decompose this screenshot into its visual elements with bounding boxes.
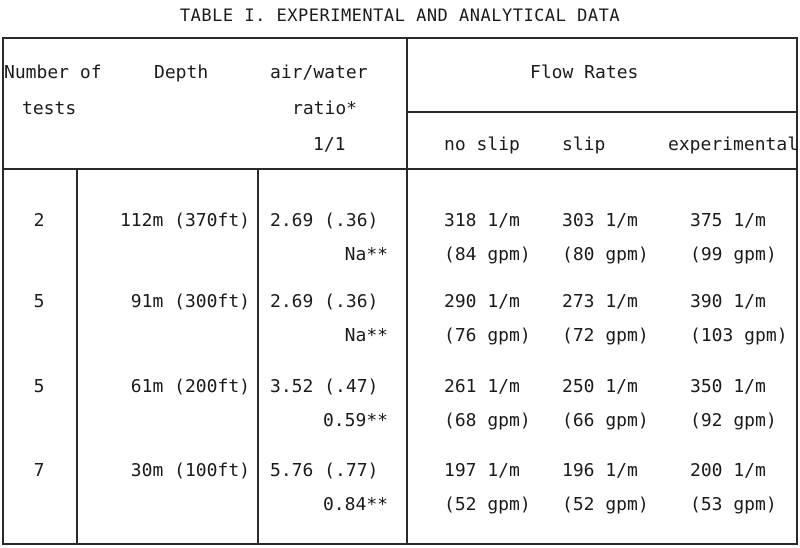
- header-ratio-line3: 1/1: [313, 134, 346, 155]
- header-depth: Depth: [154, 62, 209, 83]
- cell-experimental: 350 1/m: [690, 376, 766, 397]
- cell-slip-gpm: (66 gpm): [562, 410, 649, 431]
- cell-tests: 5: [33, 291, 45, 312]
- header-ratio-line1: air/water: [270, 62, 368, 83]
- cell-depth: 112m (370ft): [119, 210, 250, 231]
- cell-ratio: 2.69 (.36): [270, 210, 379, 231]
- cell-ratio-secondary: 0.84**: [322, 494, 388, 515]
- cell-no-slip: 318 1/m: [444, 210, 520, 231]
- tests-column-divider: [76, 168, 78, 545]
- header-separator: [2, 168, 798, 170]
- ratio-column-divider: [257, 168, 259, 545]
- flow-rates-divider: [406, 37, 408, 545]
- cell-experimental-gpm: (53 gpm): [690, 494, 777, 515]
- header-number-of-tests-line2: tests: [22, 98, 77, 119]
- cell-no-slip-gpm: (68 gpm): [444, 410, 531, 431]
- cell-no-slip-gpm: (76 gpm): [444, 325, 531, 346]
- cell-no-slip: 197 1/m: [444, 460, 520, 481]
- cell-tests: 2: [33, 210, 45, 231]
- header-no-slip: no slip: [444, 134, 520, 155]
- cell-experimental-gpm: (103 gpm): [690, 325, 788, 346]
- cell-ratio-secondary: Na**: [344, 244, 388, 265]
- table-border-bottom: [2, 543, 798, 545]
- table-title: TABLE I. EXPERIMENTAL AND ANALYTICAL DATA: [179, 6, 621, 26]
- cell-slip: 196 1/m: [562, 460, 638, 481]
- cell-experimental: 200 1/m: [690, 460, 766, 481]
- cell-experimental: 375 1/m: [690, 210, 766, 231]
- cell-tests: 7: [33, 460, 45, 481]
- table-border-top: [2, 37, 798, 39]
- cell-no-slip: 261 1/m: [444, 376, 520, 397]
- cell-ratio: 5.76 (.77): [270, 460, 379, 481]
- cell-experimental: 390 1/m: [690, 291, 766, 312]
- header-number-of-tests-line1: Number of: [4, 62, 102, 83]
- cell-ratio: 3.52 (.47): [270, 376, 379, 397]
- cell-tests: 5: [33, 376, 45, 397]
- cell-slip: 250 1/m: [562, 376, 638, 397]
- cell-depth: 30m (100ft): [130, 460, 250, 481]
- cell-slip: 303 1/m: [562, 210, 638, 231]
- header-experimental: experimental: [668, 134, 799, 155]
- cell-experimental-gpm: (99 gpm): [690, 244, 777, 265]
- cell-depth: 91m (300ft): [130, 291, 250, 312]
- header-flow-rates: Flow Rates: [530, 62, 639, 83]
- flow-rates-separator: [407, 111, 798, 113]
- cell-slip-gpm: (72 gpm): [562, 325, 649, 346]
- table-border-right: [796, 37, 798, 545]
- cell-slip-gpm: (52 gpm): [562, 494, 649, 515]
- header-slip: slip: [562, 134, 606, 155]
- cell-depth: 61m (200ft): [130, 376, 250, 397]
- cell-no-slip-gpm: (84 gpm): [444, 244, 531, 265]
- cell-experimental-gpm: (92 gpm): [690, 410, 777, 431]
- cell-no-slip: 290 1/m: [444, 291, 520, 312]
- cell-ratio-secondary: 0.59**: [322, 410, 388, 431]
- cell-slip: 273 1/m: [562, 291, 638, 312]
- cell-no-slip-gpm: (52 gpm): [444, 494, 531, 515]
- cell-ratio: 2.69 (.36): [270, 291, 379, 312]
- cell-ratio-secondary: Na**: [344, 325, 388, 346]
- cell-slip-gpm: (80 gpm): [562, 244, 649, 265]
- header-ratio-line2: ratio*: [292, 98, 358, 119]
